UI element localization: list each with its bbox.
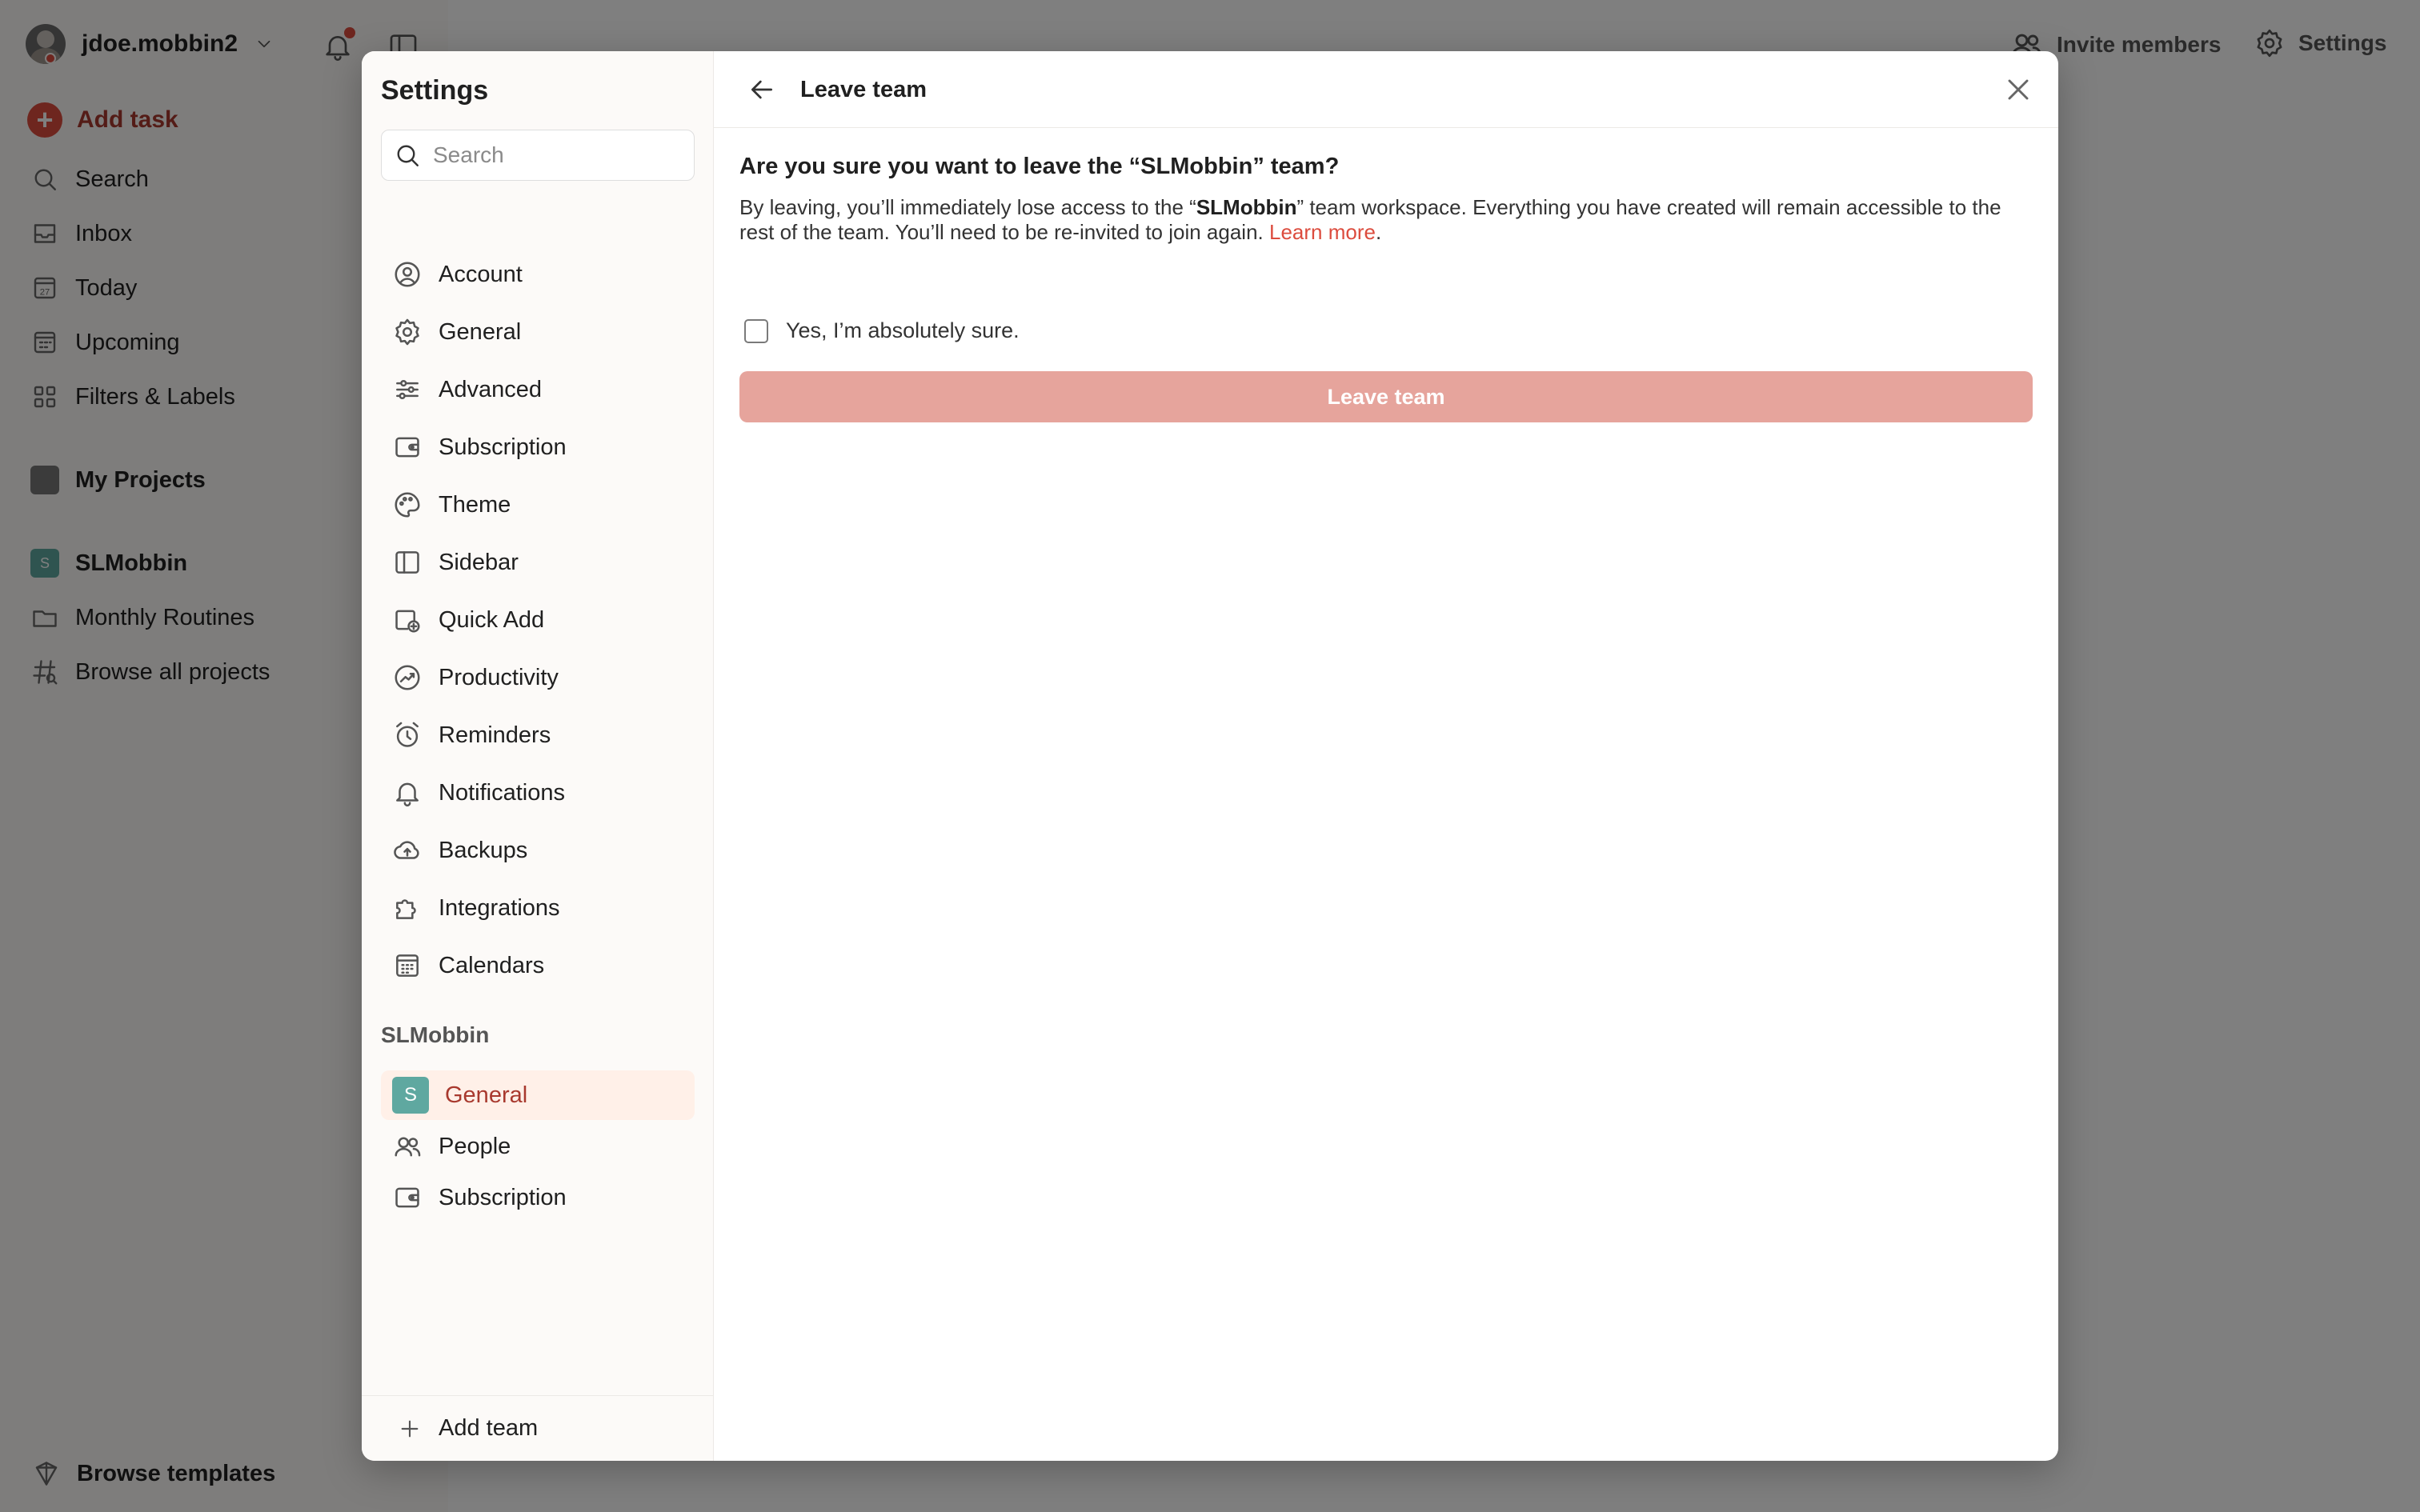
settings-item-label: Quick Add <box>439 606 545 633</box>
calendar-grid-icon <box>392 950 423 981</box>
team-badge: S <box>392 1077 429 1114</box>
quick-add-icon <box>392 605 423 635</box>
settings-item-general[interactable] <box>381 307 695 357</box>
bell-icon <box>392 778 423 808</box>
add-team-button[interactable] <box>362 1395 714 1461</box>
team-item-label: General <box>445 1082 528 1108</box>
settings-item-theme[interactable] <box>381 480 695 530</box>
settings-search[interactable] <box>381 130 695 181</box>
settings-item-label: Backups <box>439 837 528 863</box>
close-icon[interactable] <box>2001 72 2036 107</box>
palette-icon <box>392 490 423 520</box>
learn-more-link[interactable]: Learn more <box>1268 220 1376 244</box>
sidebar-icon <box>392 547 423 578</box>
team-section-header: SLMobbin <box>381 1022 490 1047</box>
settings-item-label: Integrations <box>439 894 560 921</box>
settings-item-label: Account <box>439 261 523 287</box>
search-input[interactable] <box>433 142 673 168</box>
settings-item-label: Notifications <box>439 779 565 806</box>
search-icon <box>393 141 422 170</box>
content-title: Leave team <box>800 77 927 102</box>
leave-team-button[interactable]: Leave team <box>739 371 2033 422</box>
account-icon <box>392 259 423 290</box>
settings-item-label: Subscription <box>439 434 567 460</box>
settings-item-backups[interactable] <box>381 826 695 875</box>
add-team-label: Add team <box>439 1415 539 1441</box>
settings-item-integrations[interactable] <box>381 883 695 933</box>
confirm-checkbox[interactable] <box>744 319 768 343</box>
gear-icon <box>392 317 423 347</box>
settings-item-label: Advanced <box>439 376 542 402</box>
settings-sidebar <box>362 51 714 1461</box>
settings-item-advanced[interactable] <box>381 365 695 414</box>
settings-item-notifications[interactable] <box>381 768 695 818</box>
alarm-icon <box>392 720 423 750</box>
settings-item-calendars[interactable] <box>381 941 695 990</box>
back-arrow-icon[interactable] <box>746 74 778 106</box>
settings-content <box>714 51 2058 1461</box>
puzzle-icon <box>392 893 423 923</box>
sliders-icon <box>392 374 423 405</box>
desc-team-name: SLMobbin <box>1196 195 1297 219</box>
team-item-people[interactable] <box>381 1122 695 1171</box>
wallet-icon <box>392 1182 423 1213</box>
confirm-row[interactable] <box>744 318 1020 343</box>
settings-item-subscription[interactable] <box>381 422 695 472</box>
settings-modal <box>362 51 2058 1461</box>
desc-text: . <box>1375 220 1382 244</box>
people-icon <box>392 1131 423 1162</box>
settings-item-sidebar[interactable] <box>381 538 695 587</box>
settings-item-label: General <box>439 318 522 345</box>
settings-item-label: Calendars <box>439 952 545 978</box>
content-header <box>714 51 2058 128</box>
settings-item-label: Sidebar <box>439 549 519 575</box>
team-item-subscription[interactable] <box>381 1173 695 1222</box>
plus-icon <box>397 1416 423 1442</box>
settings-item-account[interactable] <box>381 250 695 299</box>
team-item-label: Subscription <box>439 1184 567 1210</box>
settings-item-label: Productivity <box>439 664 559 690</box>
settings-item-reminders[interactable] <box>381 710 695 760</box>
confirm-label: Yes, I’m absolutely sure. <box>786 318 1020 342</box>
leave-description <box>739 195 2036 245</box>
leave-question: Are you sure you want to leave the “SLMobbin” team? <box>739 154 1340 179</box>
desc-text: By leaving, you’ll immediately lose access to the “ <box>739 195 1196 219</box>
wallet-icon <box>392 432 423 462</box>
settings-item-label: Theme <box>439 491 511 518</box>
cloud-upload-icon <box>392 835 423 866</box>
productivity-icon <box>392 662 423 693</box>
settings-item-quick-add[interactable] <box>381 595 695 645</box>
team-item-label: People <box>439 1133 511 1159</box>
settings-item-productivity[interactable] <box>381 653 695 702</box>
desc-text: ” team workspace. Everything you have created will remain accessible to the rest of the team. You’ll need to be re-invited to join again. <box>739 195 2001 244</box>
team-item-general[interactable] <box>381 1070 695 1120</box>
settings-title: Settings <box>381 75 489 106</box>
settings-item-label: Reminders <box>439 722 551 748</box>
